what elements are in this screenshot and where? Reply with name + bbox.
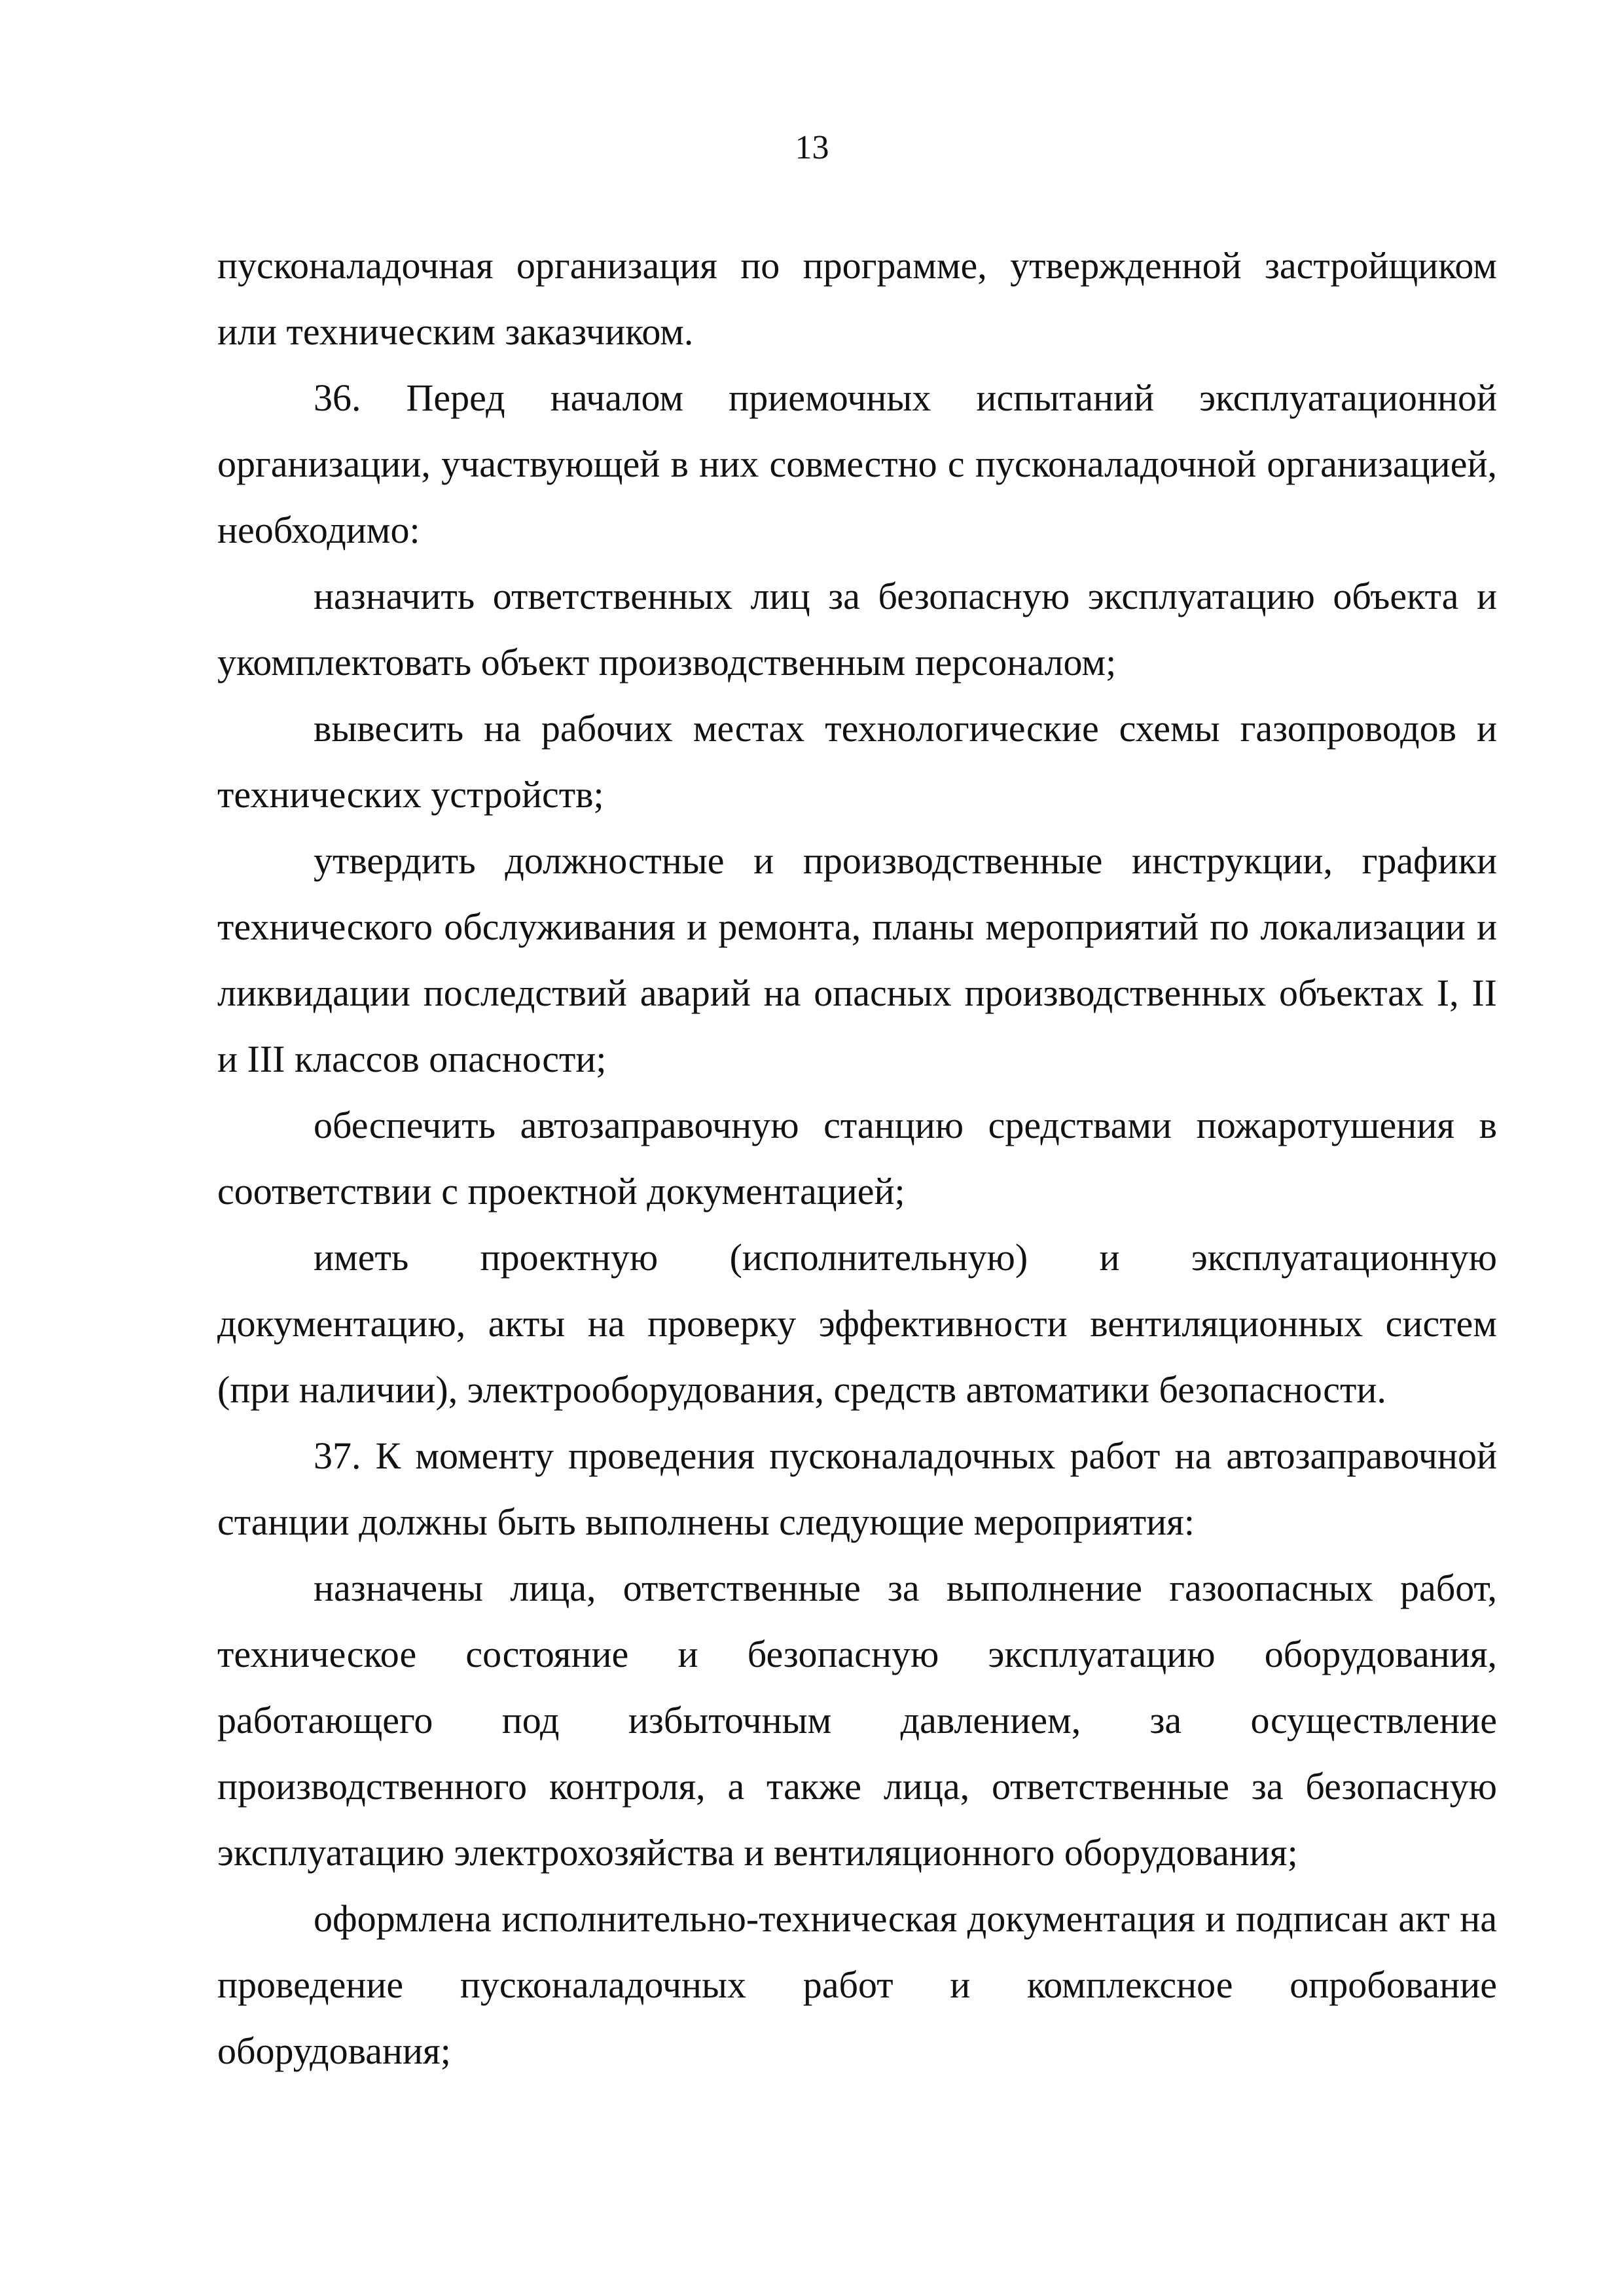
paragraph-approve-instructions: утвердить должностные и производственные инструкции, графики технического обслуживания и ремонта, планы мероприятий по локализации и ликвидации последствий аварий на опасных производственных объектах I, II и III классов опасности; xyxy=(217,839,1497,1080)
paragraph-post-schemes: вывесить на рабочих местах технологические схемы газопроводов и технических устройств; xyxy=(217,707,1497,816)
paragraph-item-37: 37. К моменту проведения пусконаладочных работ на автозаправочной станции должны быть выполнены следующие мероприятия: xyxy=(217,1434,1497,1543)
paragraph-appointed-persons: назначены лица, ответственные за выполнение газоопасных работ, техническое состояние и безопасную эксплуатацию оборудования, работающего под избыточным давлением, за осуществление производственного контроля, а также лица, ответственные за безопасную эксплуатацию электрохозяйства и вентиляционного оборудования; xyxy=(217,1567,1497,1874)
paragraph-continuation: пусконаладочная организация по программе, утвержденной застройщиком или техническим заказчиком. xyxy=(217,244,1497,353)
paragraph-assign-responsible: назначить ответственных лиц за безопасную эксплуатацию объекта и укомплектовать объект производственным персоналом; xyxy=(217,575,1497,683)
document-body xyxy=(217,232,1497,2084)
paragraph-item-36: 36. Перед началом приемочных испытаний эксплуатационной организации, участвующей в них совместно с пусконаладочной организацией, необходимо: xyxy=(217,376,1497,551)
paragraph-fire-safety: обеспечить автозаправочную станцию средствами пожаротушения в соответствии с проектной документацией; xyxy=(217,1104,1497,1212)
paragraph-executive-documentation: оформлена исполнительно-техническая документация и подписан акт на проведение пусконаладочных работ и комплексное опробование оборудования; xyxy=(217,1897,1497,2072)
page-number: 13 xyxy=(795,129,829,166)
paragraph-documentation: иметь проектную (исполнительную) и эксплуатационную документацию, акты на проверку эффективности вентиляционных систем (при наличии), электрооборудования, средств автоматики безопасности. xyxy=(217,1236,1497,1411)
